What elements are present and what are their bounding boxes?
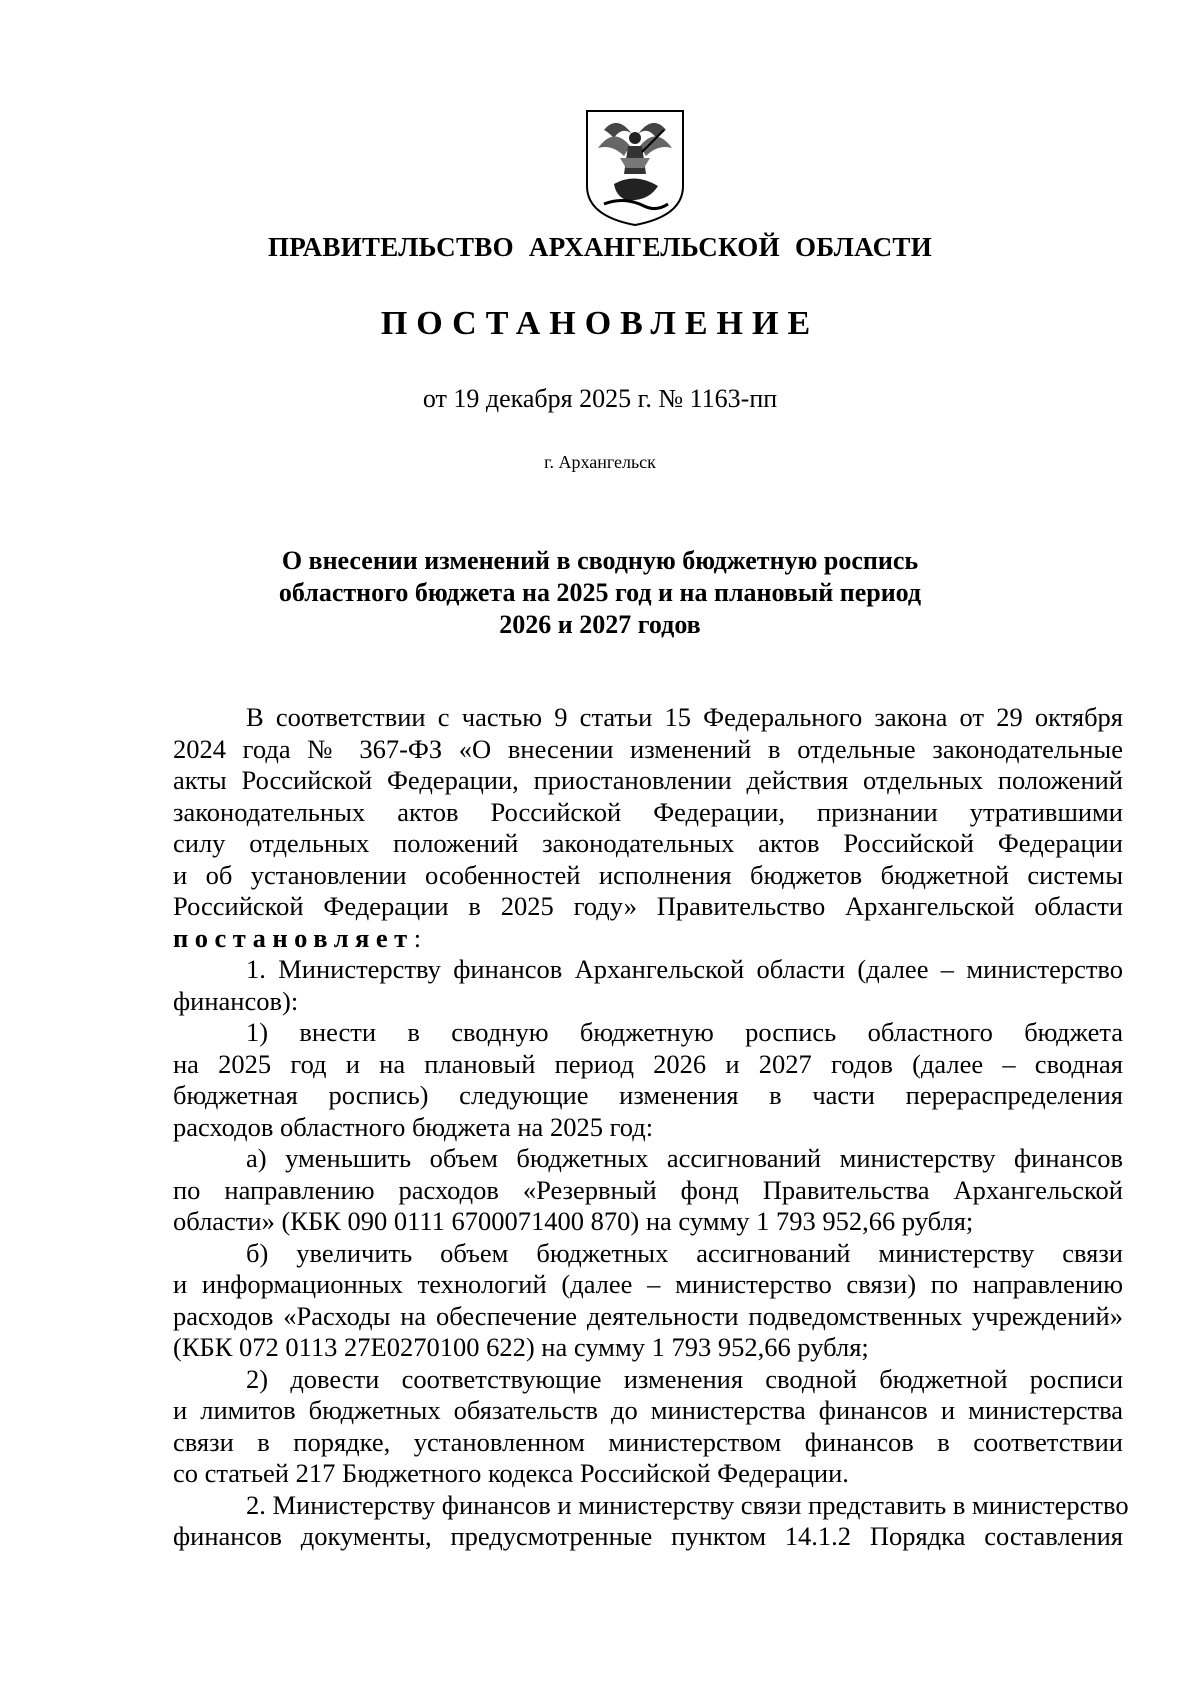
body-line: (КБК 072 0113 27Е0270100 622) на сумму 1 793 952,66 рубля; [173,1332,869,1362]
title-line: 2026 и 2027 годов [499,610,701,639]
government-name: ПРАВИТЕЛЬСТВО АРХАНГЕЛЬСКОЙ ОБЛАСТИ [267,232,933,262]
body-line [173,923,1123,955]
body-line: акты Российской Федерации, приостановлении действия отдельных положений [173,765,1123,795]
body-line: на 2025 год и на плановый период 2026 и 2027 годов (далее – сводная [173,1048,1123,1079]
document-title [0,545,1200,641]
document-type: ПОСТАНОВЛЕНИЕ [380,305,820,342]
body-line: Российской Федерации в 2025 году» Правительство Архангельской области [173,891,1123,921]
body-line: 1) внести в сводную бюджетную роспись областного бюджета [246,1017,1123,1047]
body-line: и об установлении особенностей исполнения бюджетов бюджетной системы [173,859,1123,890]
document-body [173,702,1129,1553]
body-line: а) уменьшить объем бюджетных ассигнований министерству финансов [246,1143,1123,1173]
body-line: силу отдельных положений законодательных актов Российской Федерации [173,828,1123,858]
body-line: 1. Министерству финансов Архангельской области (далее – министерство [246,954,1123,984]
body-line: В соответствии с частью 9 статьи 15 Федерального закона от 29 октября [246,702,1123,732]
body-line: по направлению расходов «Резервный фонд Правительства Архангельской [173,1174,1123,1205]
body-line: расходов областного бюджета на 2025 год: [173,1111,654,1142]
body-line: 2024 года № 367-ФЗ «О внесении изменений в отдельные законодательные [173,733,1123,764]
body-line: финансов документы, предусмотренные пунктом 14.1.2 Порядка составления [173,1521,1123,1551]
body-line: б) увеличить объем бюджетных ассигнований министерству связи [246,1237,1123,1268]
body-line: финансов): [173,985,299,1016]
body-line: бюджетная роспись) следующие изменения в части перераспределения [173,1080,1123,1110]
body-line: расходов «Расходы на обеспечение деятельности подведомственных учреждений» [173,1300,1123,1331]
body-line: 2. Министерству финансов и министерству связи представить в министерство [246,1489,1129,1520]
coat-of-arms-icon [584,108,686,228]
resolves-word: постановляет [173,922,414,953]
document-city: г. Архангельск [544,452,656,472]
body-line: и лимитов бюджетных обязательств до министерства финансов и министерства [173,1395,1123,1425]
body-line: законодательных актов Российской Федерации, признании утратившими [173,796,1123,827]
body-line: со статьей 217 Бюджетного кодекса Российской Федерации. [173,1458,849,1488]
body-line: и информационных технологий (далее – министерство связи) по направлению [173,1269,1123,1299]
body-line: связи в порядке, установленном министерством финансов в соответствии [173,1426,1123,1457]
title-line: О внесении изменений в сводную бюджетную роспись [281,546,919,575]
body-line: 2) довести соответствующие изменения сводной бюджетной росписи [246,1363,1123,1394]
body-line: области» (КБК 090 0111 6700071400 870) на сумму 1 793 952,66 рубля; [173,1206,974,1236]
title-line: областного бюджета на 2025 год и на плановый период [278,578,922,607]
document-date-number: от 19 декабря 2025 г. № 1163-пп [422,384,778,413]
resolves-colon: : [413,922,422,953]
